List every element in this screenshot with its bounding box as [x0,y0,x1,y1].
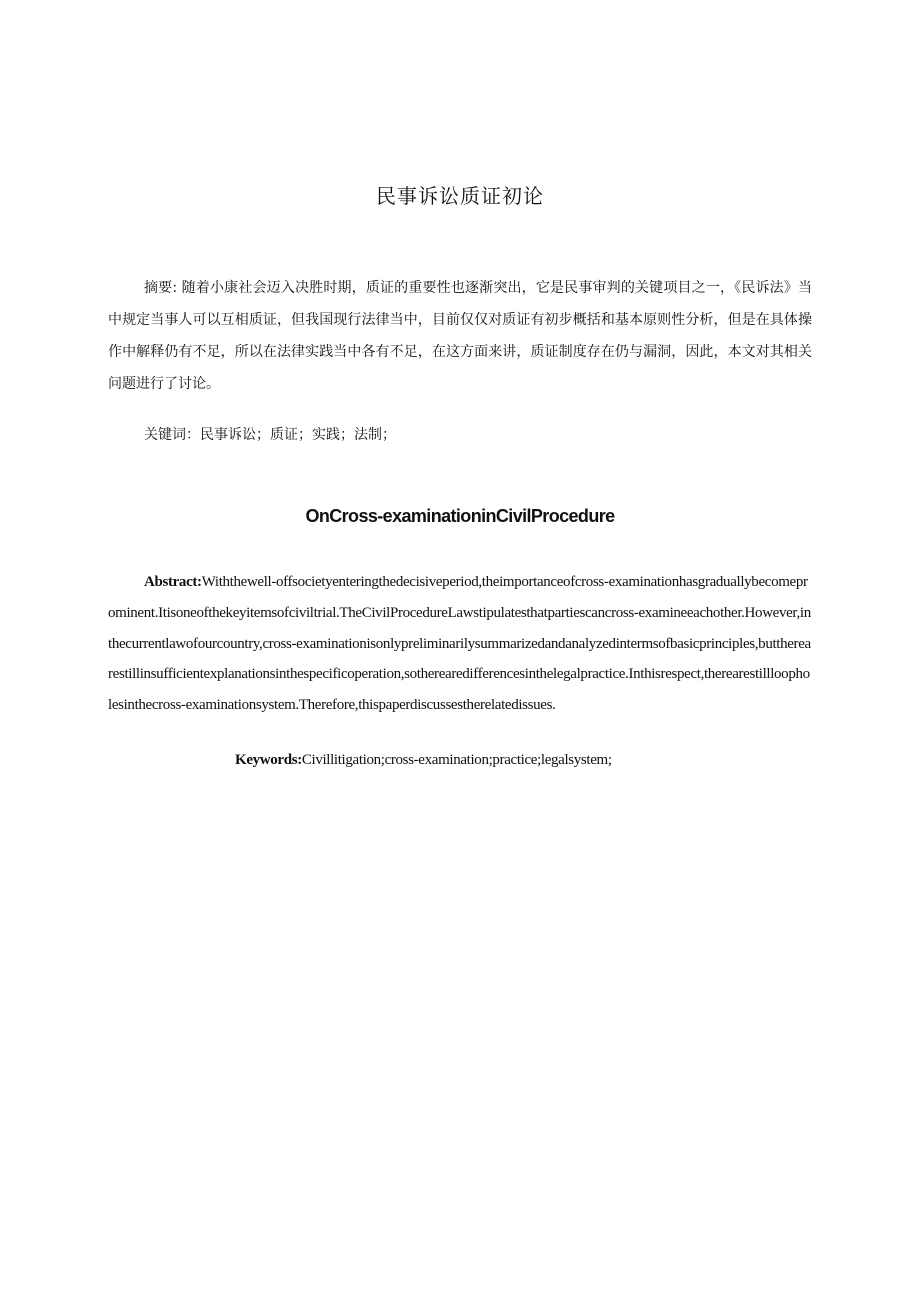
english-keywords [235,752,612,769]
english-title: OnCross-examinationinCivilProcedure [305,506,615,526]
chinese-keywords [144,424,396,444]
english-abstract-label: Abstract: [144,574,202,590]
chinese-abstract-label: 摘要: [144,280,178,296]
chinese-keywords-text: 民事诉讼；质证；实践；法制； [200,427,396,443]
english-abstract-text: Withthewell-offsocietyenteringthedecisiveperiod,theimportanceofcross-examinationhasgraduallybecomeprominent.Itisoneofthekeyitemsofciviltrial.TheCivilProcedureLawstipulatesthatpartiescancross-examineeachother.However,inthecurrentlawofourcountry,cross-examinationisonlypreliminarilysummarizedandanalyzedintermsofbasicprinciples,buttherearestillinsufficientexplanationsinthespecificoperation,sotherearedifferencesinthelegalpractice.Inthisrespect,therearestillloopholesinthecross-examinationsystem.Therefore,thispaperdiscussestherelatedissues. [108,574,811,714]
english-abstract [108,567,812,721]
chinese-abstract [108,272,812,400]
chinese-abstract-text: 随着小康社会迈入决胜时期，质证的重要性也逐渐突出，它是民事审判的关键项目之一，《民诉法》当中规定当事人可以互相质证，但我国现行法律当中，目前仅仅对质证有初步概括和基本原则性分析，但是在具体操作中解释仍有不足，所以在法律实践当中各有不足，在这方面来讲，质证制度存在仍与漏洞，因此，本文对其相关问题进行了讨论。 [108,280,813,392]
english-keywords-text: Civillitigation;cross-examination;practice;legalsystem; [301,752,612,768]
chinese-keywords-label: 关键词： [144,427,200,443]
chinese-title: 民事诉讼质证初论 [376,184,544,208]
english-keywords-label: Keywords: [235,752,302,768]
